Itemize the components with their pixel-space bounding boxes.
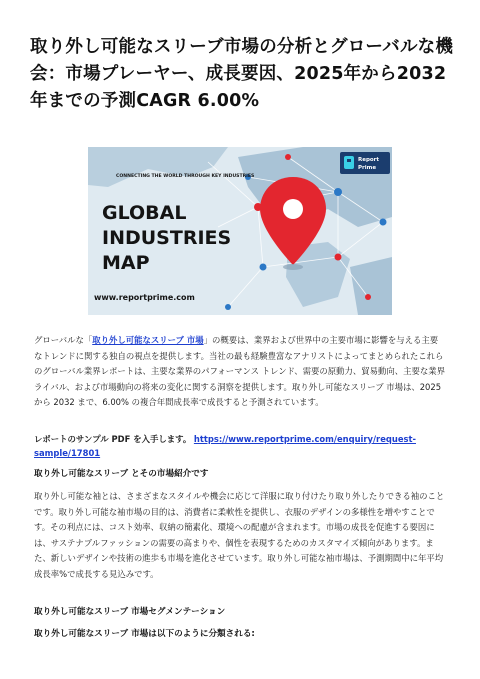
sample-label: レポートのサンプル PDF を入手します。 (34, 434, 192, 444)
svg-text:Prime: Prime (358, 165, 377, 171)
section-intro-paragraph: 取り外し可能な袖とは、さまざまなスタイルや機会に応じて洋服に取り付けたり取り外したりできる袖のことです。取り外し可能な袖市場の目的は、消費者に柔軟性を提供し、衣服のデザインの多様性を増やすことです。その利点には、コスト効率、収納の簡素化、環境への配慮が含まれます。市場の成長を促進する要因には、サステナブルファッションの需要の高まりや、個性を表現するためのカスタマイズ傾向があります。また、新しいデザインや技術の進歩も市場を進化させています。取り外し可能な袖市場は、予測期間中に年平均成長率%で成長する見込みです。 (34, 491, 445, 579)
banner-headline-1: GLOBAL (102, 202, 187, 224)
svg-text:Report: Report (358, 157, 380, 163)
banner-tagline: CONNECTING THE WORLD THROUGH KEY INDUSTRIES (116, 174, 255, 179)
banner-headline-2: INDUSTRIES (102, 227, 232, 249)
sample-paragraph (34, 432, 446, 460)
banner-url: www.reportprime.com (94, 293, 195, 302)
banner-headline-3: MAP (102, 252, 150, 274)
intro-body: 」の概要は、業界および世界中の主要市場に影響を与える主要なトレンドに関する独自の視点を提供します。当社の最も経験豊富なアナリストによってまとめられたこれらのグローバル業界レポートは、主要な業界のパフォーマンス トレンド、需要の原動力、貿易動向、主要な業界ライバル、および市場動向の将来の変化に関する洞察を提供します。取り外し可能なスリーブ 市場は、2025 から 2032 まで、6.00% の複合年間成長率で成長すると予測されています。 (34, 335, 445, 408)
market-link[interactable]: 取り外し可能なスリーブ 市場 (92, 335, 204, 345)
page-title: 取り外し可能なスリーブ市場の分析とグローバルな機会：市場プレーヤー、成長要因、2025年から2032年までの予測CAGR 6.00% (30, 37, 454, 111)
banner-image (88, 147, 392, 315)
section-heading-intro: 取り外し可能なスリーブ とその市場紹介です (34, 469, 209, 479)
intro-prefix: グローバルな「 (34, 335, 93, 345)
intro-paragraph (34, 333, 446, 411)
sample-link[interactable]: https://www.reportprime.com/enquiry/request-sample/17801 (34, 434, 416, 458)
report-prime-logo (340, 152, 390, 174)
world-map-graphic (88, 147, 392, 315)
section-heading-segmentation: 取り外し可能なスリーブ 市場セグメンテーション (34, 607, 226, 617)
section-heading-classification: 取り外し可能なスリーブ 市場は以下のように分類される: (34, 629, 255, 639)
